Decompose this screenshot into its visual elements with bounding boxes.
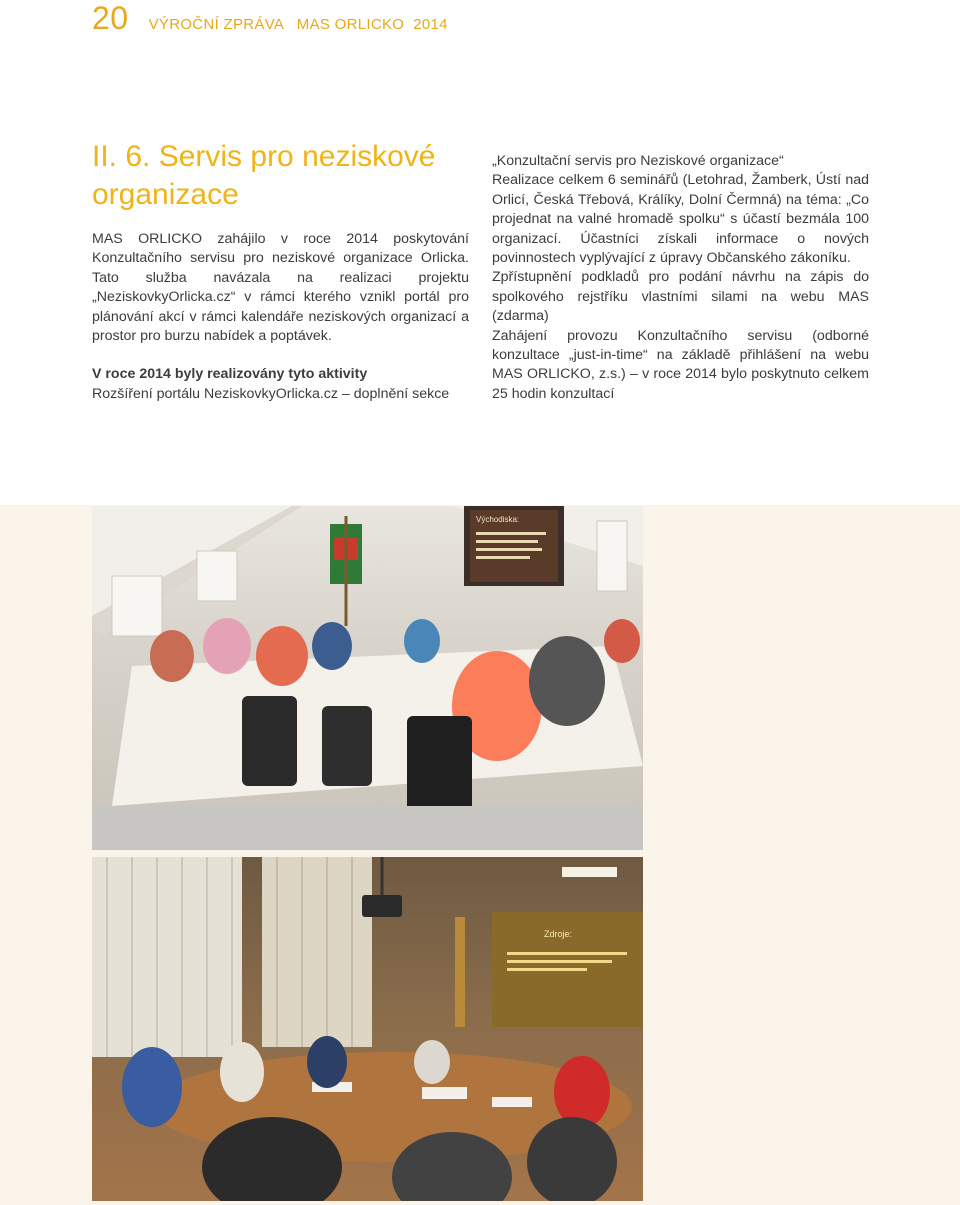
activity-item-4: Zahájení provozu Konzultačního servisu (odborné konzultace „just-in-time“ na základě přihlášení na webu MAS ORLICKO, z.s.) – v roce 2014 bylo poskytnuto celkem 25 hodin konzultací: [492, 327, 869, 402]
section-title: [92, 138, 452, 214]
activity-item-2: Realizace celkem 6 seminářů (Letohrad, Žamberk, Ústí nad Orlicí, Česká Třebová, Králíky, Dolní Čermná) na téma: „Co projednat na valné hromadě spolku“ s účastí bezmála 100 organizací. Účastníci získali informace o nových povinnostech vyplývající z úpravy Občanského zákoníku.: [492, 172, 869, 267]
seminar-photo-1: [92, 506, 643, 850]
activity-item-1-continued: „Konzultační servis pro Neziskové organizace“: [492, 153, 784, 169]
section-title-line2: organizace: [92, 178, 239, 211]
left-column: [92, 230, 469, 404]
report-title: VÝROČNÍ ZPRÁVA MAS ORLICKO 2014: [148, 16, 448, 33]
slide-title-2: Zdroje:: [544, 929, 573, 939]
page-header: [92, 0, 448, 40]
section-title-line1: II. 6. Servis pro neziskové: [92, 140, 436, 173]
slide-title-1: Východiska:: [476, 515, 520, 524]
seminar-photo-2: [92, 857, 643, 1201]
activity-item-1: Rozšíření portálu NeziskovkyOrlicka.cz – doplnění sekce: [92, 385, 450, 402]
right-column: [492, 152, 869, 404]
intro-paragraph: MAS ORLICKO zahájilo v roce 2014 poskytování Konzultačního servisu pro neziskové organizace Orlicka. Tato služba navázala na realizaci projektu „NeziskovkyOrlicka.cz“ v rámci kterého vznikl portál pro plánování akcí v rámci kalendáře neziskových organizací a prostor pro burzu nabídek a poptávek.: [92, 231, 469, 345]
page-number: 20: [92, 0, 129, 36]
activities-subheading: V roce 2014 byly realizovány tyto aktivity: [92, 366, 368, 383]
activity-item-3: Zpřístupnění podkladů pro podání návrhu na zápis do spolkového rejstříku vlastními silami na webu MAS (zdarma): [492, 269, 869, 325]
